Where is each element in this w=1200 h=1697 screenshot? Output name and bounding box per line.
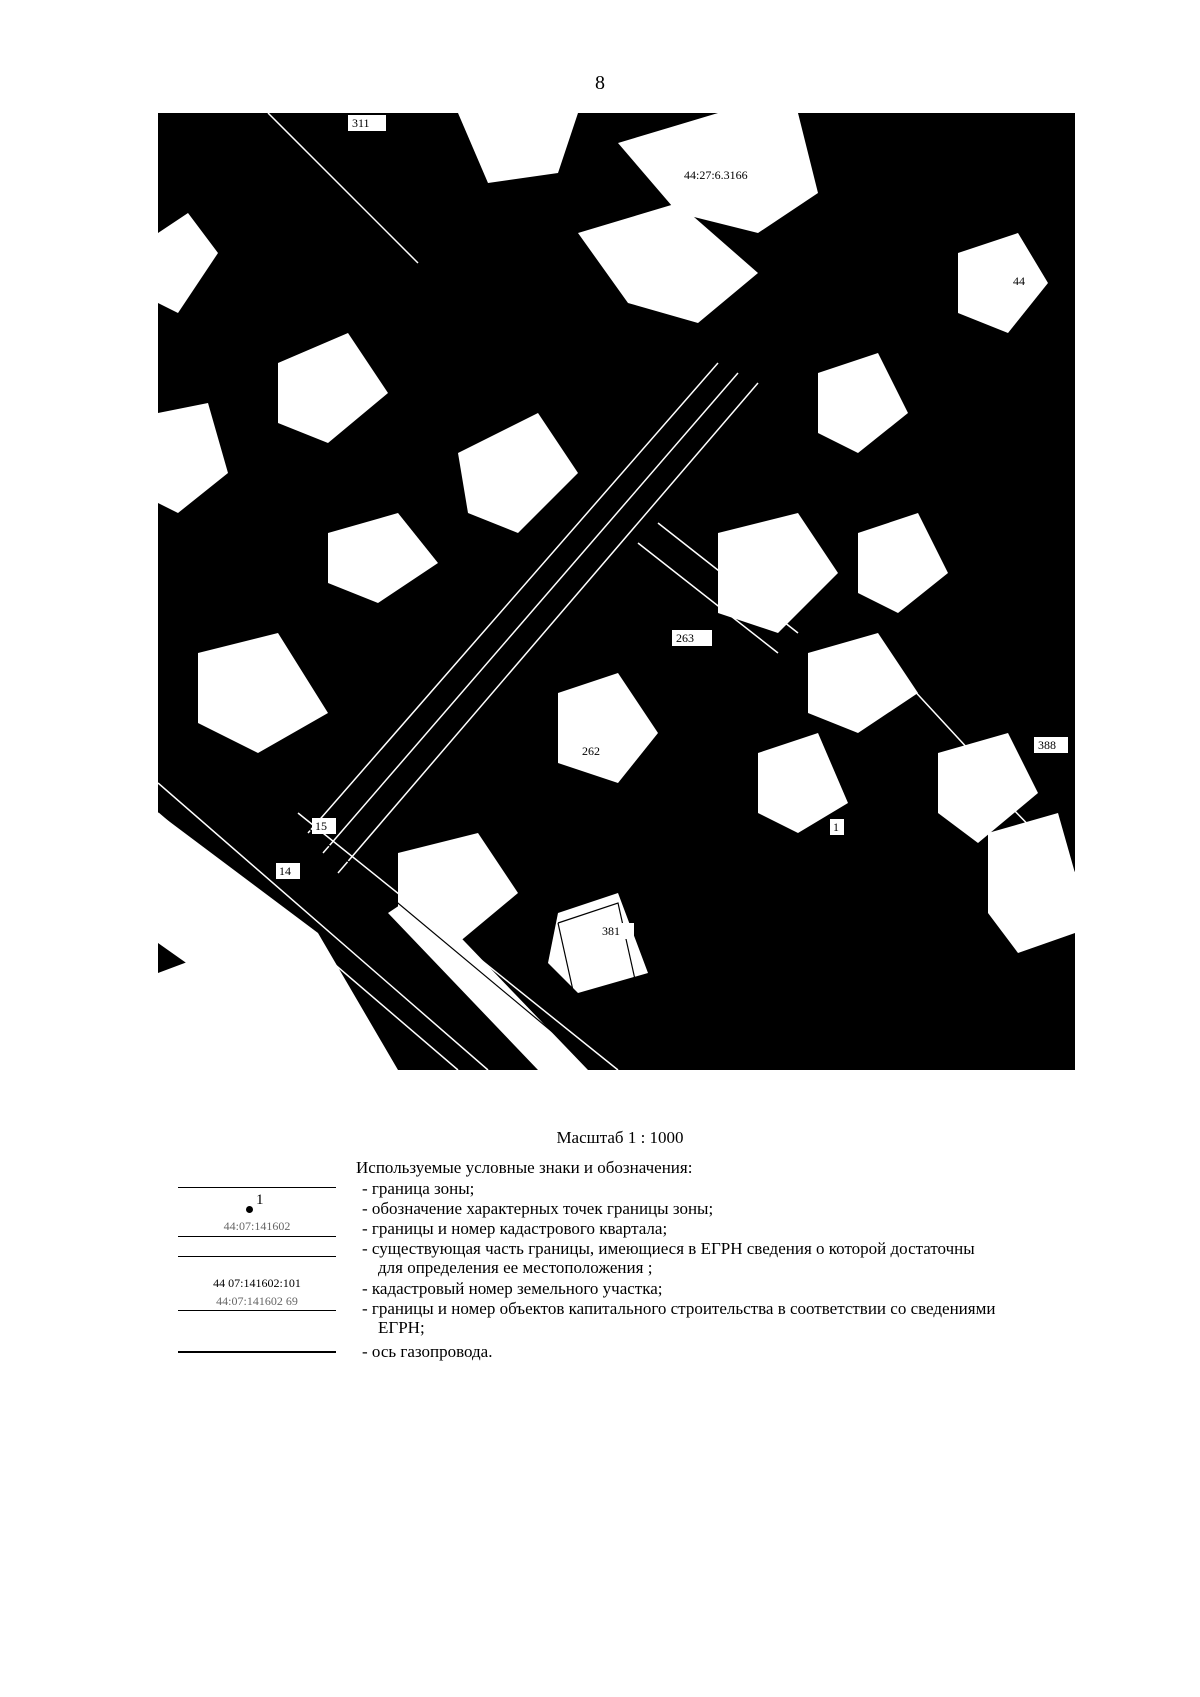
quarter-boundary-symbol — [178, 1236, 336, 1237]
map-label-quarter: 44:27:6.3166 — [684, 168, 748, 182]
building-boundary-symbol — [178, 1310, 336, 1311]
legend-item-buildings: - границы и номер объектов капитального строительства в соответствии со сведениями — [362, 1299, 996, 1318]
legend-item-gas-pipeline: - ось газопровода. — [362, 1342, 493, 1361]
point-number: 1 — [256, 1192, 264, 1208]
map-label-311: 311 — [352, 116, 370, 130]
existing-boundary-symbol — [178, 1256, 336, 1257]
zone-boundary-symbol — [178, 1187, 336, 1188]
legend-item-existing-boundary-cont: для определения ее местоположения ; — [378, 1258, 653, 1277]
map-label-15: 15 — [315, 819, 327, 833]
map-label-263: 263 — [676, 631, 694, 645]
aerial-map-image — [158, 113, 1075, 1070]
map-label-381: 381 — [602, 924, 620, 938]
map-label-14: 14 — [279, 864, 291, 878]
boundary-point-symbol — [178, 1194, 336, 1218]
legend-title: Используемые условные знаки и обозначения: — [356, 1158, 693, 1177]
legend-item-buildings-cont: ЕГРН; — [378, 1318, 425, 1337]
legend-item-zone-boundary: - граница зоны; — [362, 1179, 475, 1198]
quarter-number-symbol: 44:07:141602 — [223, 1219, 291, 1233]
map-label-262: 262 — [582, 744, 600, 758]
page-number: 8 — [595, 72, 605, 94]
aerial-map — [158, 113, 1075, 1070]
gas-pipeline-axis-symbol — [178, 1351, 336, 1353]
building-number-symbol: 44:07:141602 69 — [216, 1294, 298, 1308]
map-label-388: 388 — [1038, 738, 1056, 752]
map-label-1: 1 — [833, 820, 839, 834]
legend-item-boundary-points: - обозначение характерных точек границы зоны; — [362, 1199, 714, 1218]
point-dot-icon — [246, 1206, 253, 1213]
legend-item-parcel-number: - кадастровый номер земельного участка; — [362, 1279, 663, 1298]
parcel-number-symbol: 44 07:141602:101 — [213, 1276, 301, 1290]
legend-item-existing-boundary: - существующая часть границы, имеющиеся в ЕГРН сведения о которой достаточны — [362, 1239, 975, 1258]
map-scale: Масштаб 1 : 1000 — [556, 1128, 684, 1147]
map-label-44: 44 — [1013, 274, 1025, 288]
legend-item-cadastral-quarter: - границы и номер кадастрового квартала; — [362, 1219, 668, 1238]
